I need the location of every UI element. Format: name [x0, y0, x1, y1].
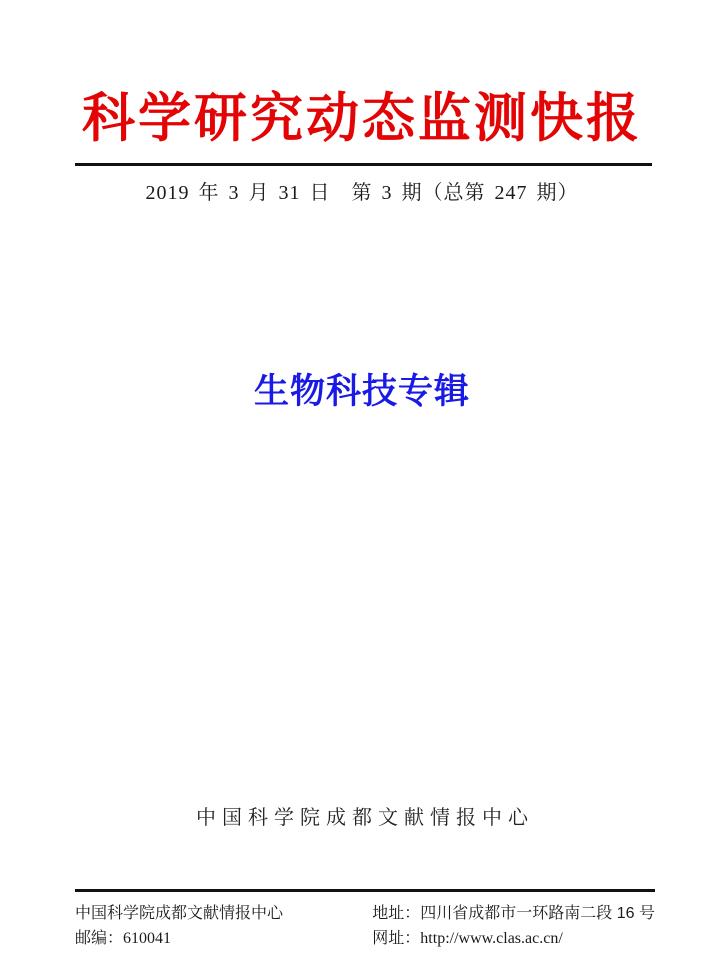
address-label: 地址： — [372, 905, 421, 922]
footer — [75, 889, 655, 951]
footer-right-column — [372, 901, 655, 951]
website-label: 网址： — [372, 930, 421, 947]
footer-postcode-line — [75, 926, 372, 951]
publisher-name: 中国科学院成都文献情报中心 — [196, 807, 534, 829]
address-value: 四川省成都市一环路南二段 16 号 — [420, 905, 655, 922]
masthead-title: 科学研究动态监测快报 — [82, 87, 642, 149]
issue-date-line: 2019 年 3 月 31 日 第 3 期（总第 247 期） — [145, 182, 579, 204]
subject-title: 生物科技专辑 — [253, 372, 470, 412]
footer-left-column — [75, 901, 372, 951]
postcode-value: 610041 — [123, 930, 172, 947]
footer-address-line — [372, 901, 655, 926]
website-url: http://www.clas.ac.cn/ — [420, 930, 563, 947]
footer-org-name: 中国科学院成都文献情报中心 — [75, 905, 284, 922]
masthead-rule — [75, 163, 652, 166]
footer-columns — [75, 901, 655, 951]
footer-website-line — [372, 926, 655, 951]
footer-double-rule — [75, 889, 655, 892]
postcode-label: 邮编： — [75, 930, 124, 947]
